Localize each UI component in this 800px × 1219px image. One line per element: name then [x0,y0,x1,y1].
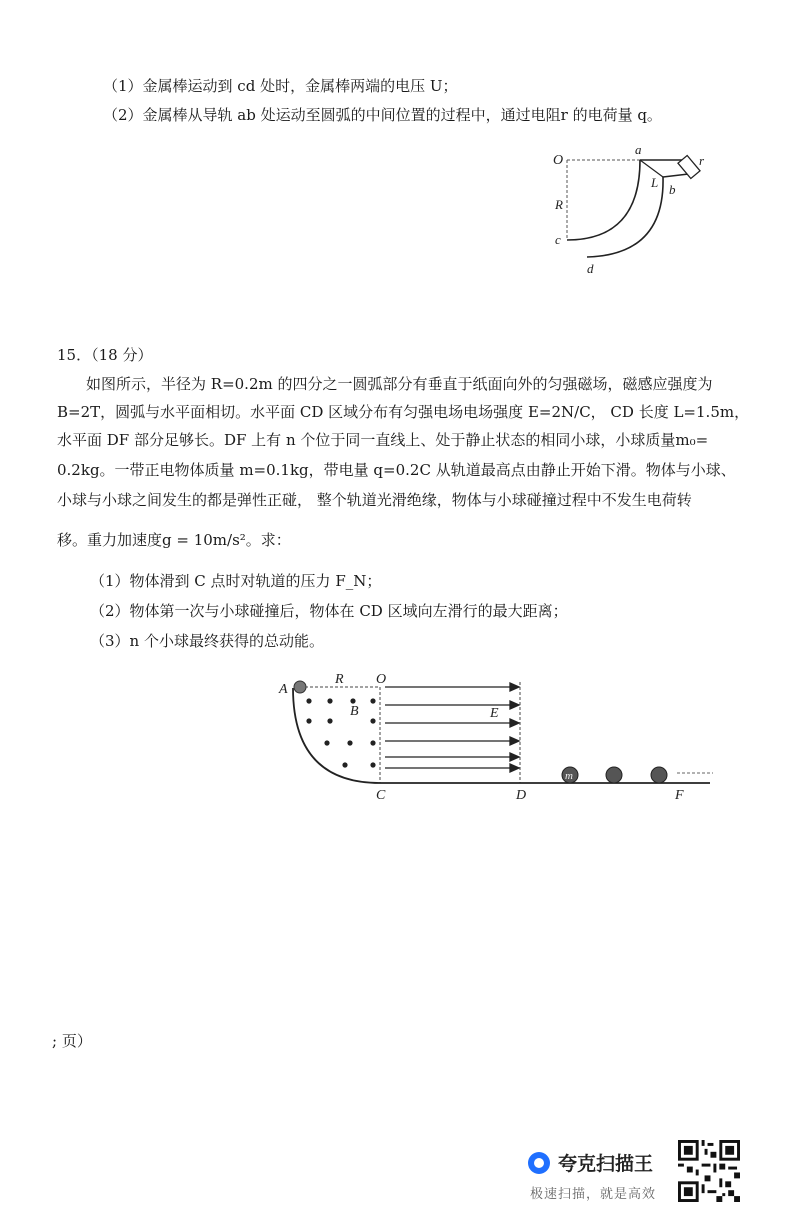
q14-part2: （2）金属棒从导轨 ab 处运动至圆弧的中间位置的过程中，通过电阻r 的电荷量 q。 [103,106,662,124]
q14-part1: （1）金属棒运动到 cd 处时，金属棒两端的电压 U； [103,77,458,95]
label-b: b [669,182,676,197]
scanner-logo [528,1149,653,1176]
q15-body-line-5: 小球与小球之间发生的都是弹性正碰， 整个轨道光滑绝缘，物体与小球碰撞过程中不发生电荷转 [57,491,692,509]
q15-question-3: （3）n 个小球最终获得的总动能。 [90,632,324,650]
label-a: a [635,145,642,157]
scanner-slogan: 极速扫描，就是高效 [530,1187,657,1202]
label-A: A [279,682,288,697]
label-C: C [376,788,386,803]
q15-body-line-2: B=2T，圆弧与水平面相切。水平面 CD 区域分布有匀强电场电场强度 E=2N/C， CD 长度 L=1.5m， [57,403,750,421]
q15-header: 15．（18 分） [57,346,153,364]
q15-body-line-6: 移。重力加速度g = 10m/s²。求： [57,531,291,549]
label-E: E [490,706,499,721]
label-O15: O [376,672,387,687]
label-F: F [675,788,684,803]
q15-question-2: （2）物体第一次与小球碰撞后，物体在 CD 区域向左滑行的最大距离； [90,602,568,620]
q15-body-line-1: 如图所示，半径为 R=0.2m 的四分之一圆弧部分有垂直于纸面向外的匀强磁场，磁感应强度为 [86,375,713,393]
q15-question-1: （1）物体滑到 C 点时对轨道的压力 F_N； [90,572,382,590]
label-B: B [350,704,359,719]
label-m: m [565,770,573,782]
q15-body-line-4: 0.2kg。一带正电物体质量 m=0.1kg，带电量 q=0.2C 从轨道最高点由静止开始下滑。物体与小球、 [57,461,736,479]
scanner-name: 夸克扫描王 [558,1153,654,1175]
qr-code [678,1140,740,1202]
label-D: D [516,788,527,803]
page-number-fragment: ; 页） [52,1032,92,1050]
label-R15: R [335,672,344,687]
q15-figure [275,668,725,803]
label-O: O [553,153,564,168]
q15-body-line-3: 水平面 DF 部分足够长。DF 上有 n 个位于同一直线上、处于静止状态的相同小球，小球质量m₀= [57,431,709,449]
label-L: L [651,175,659,190]
label-c: c [555,232,561,247]
label-R: R [555,197,563,212]
scanner-logo-icon [528,1152,550,1174]
label-r: r [699,153,705,168]
q14-figure [545,145,725,290]
label-d: d [587,261,594,276]
